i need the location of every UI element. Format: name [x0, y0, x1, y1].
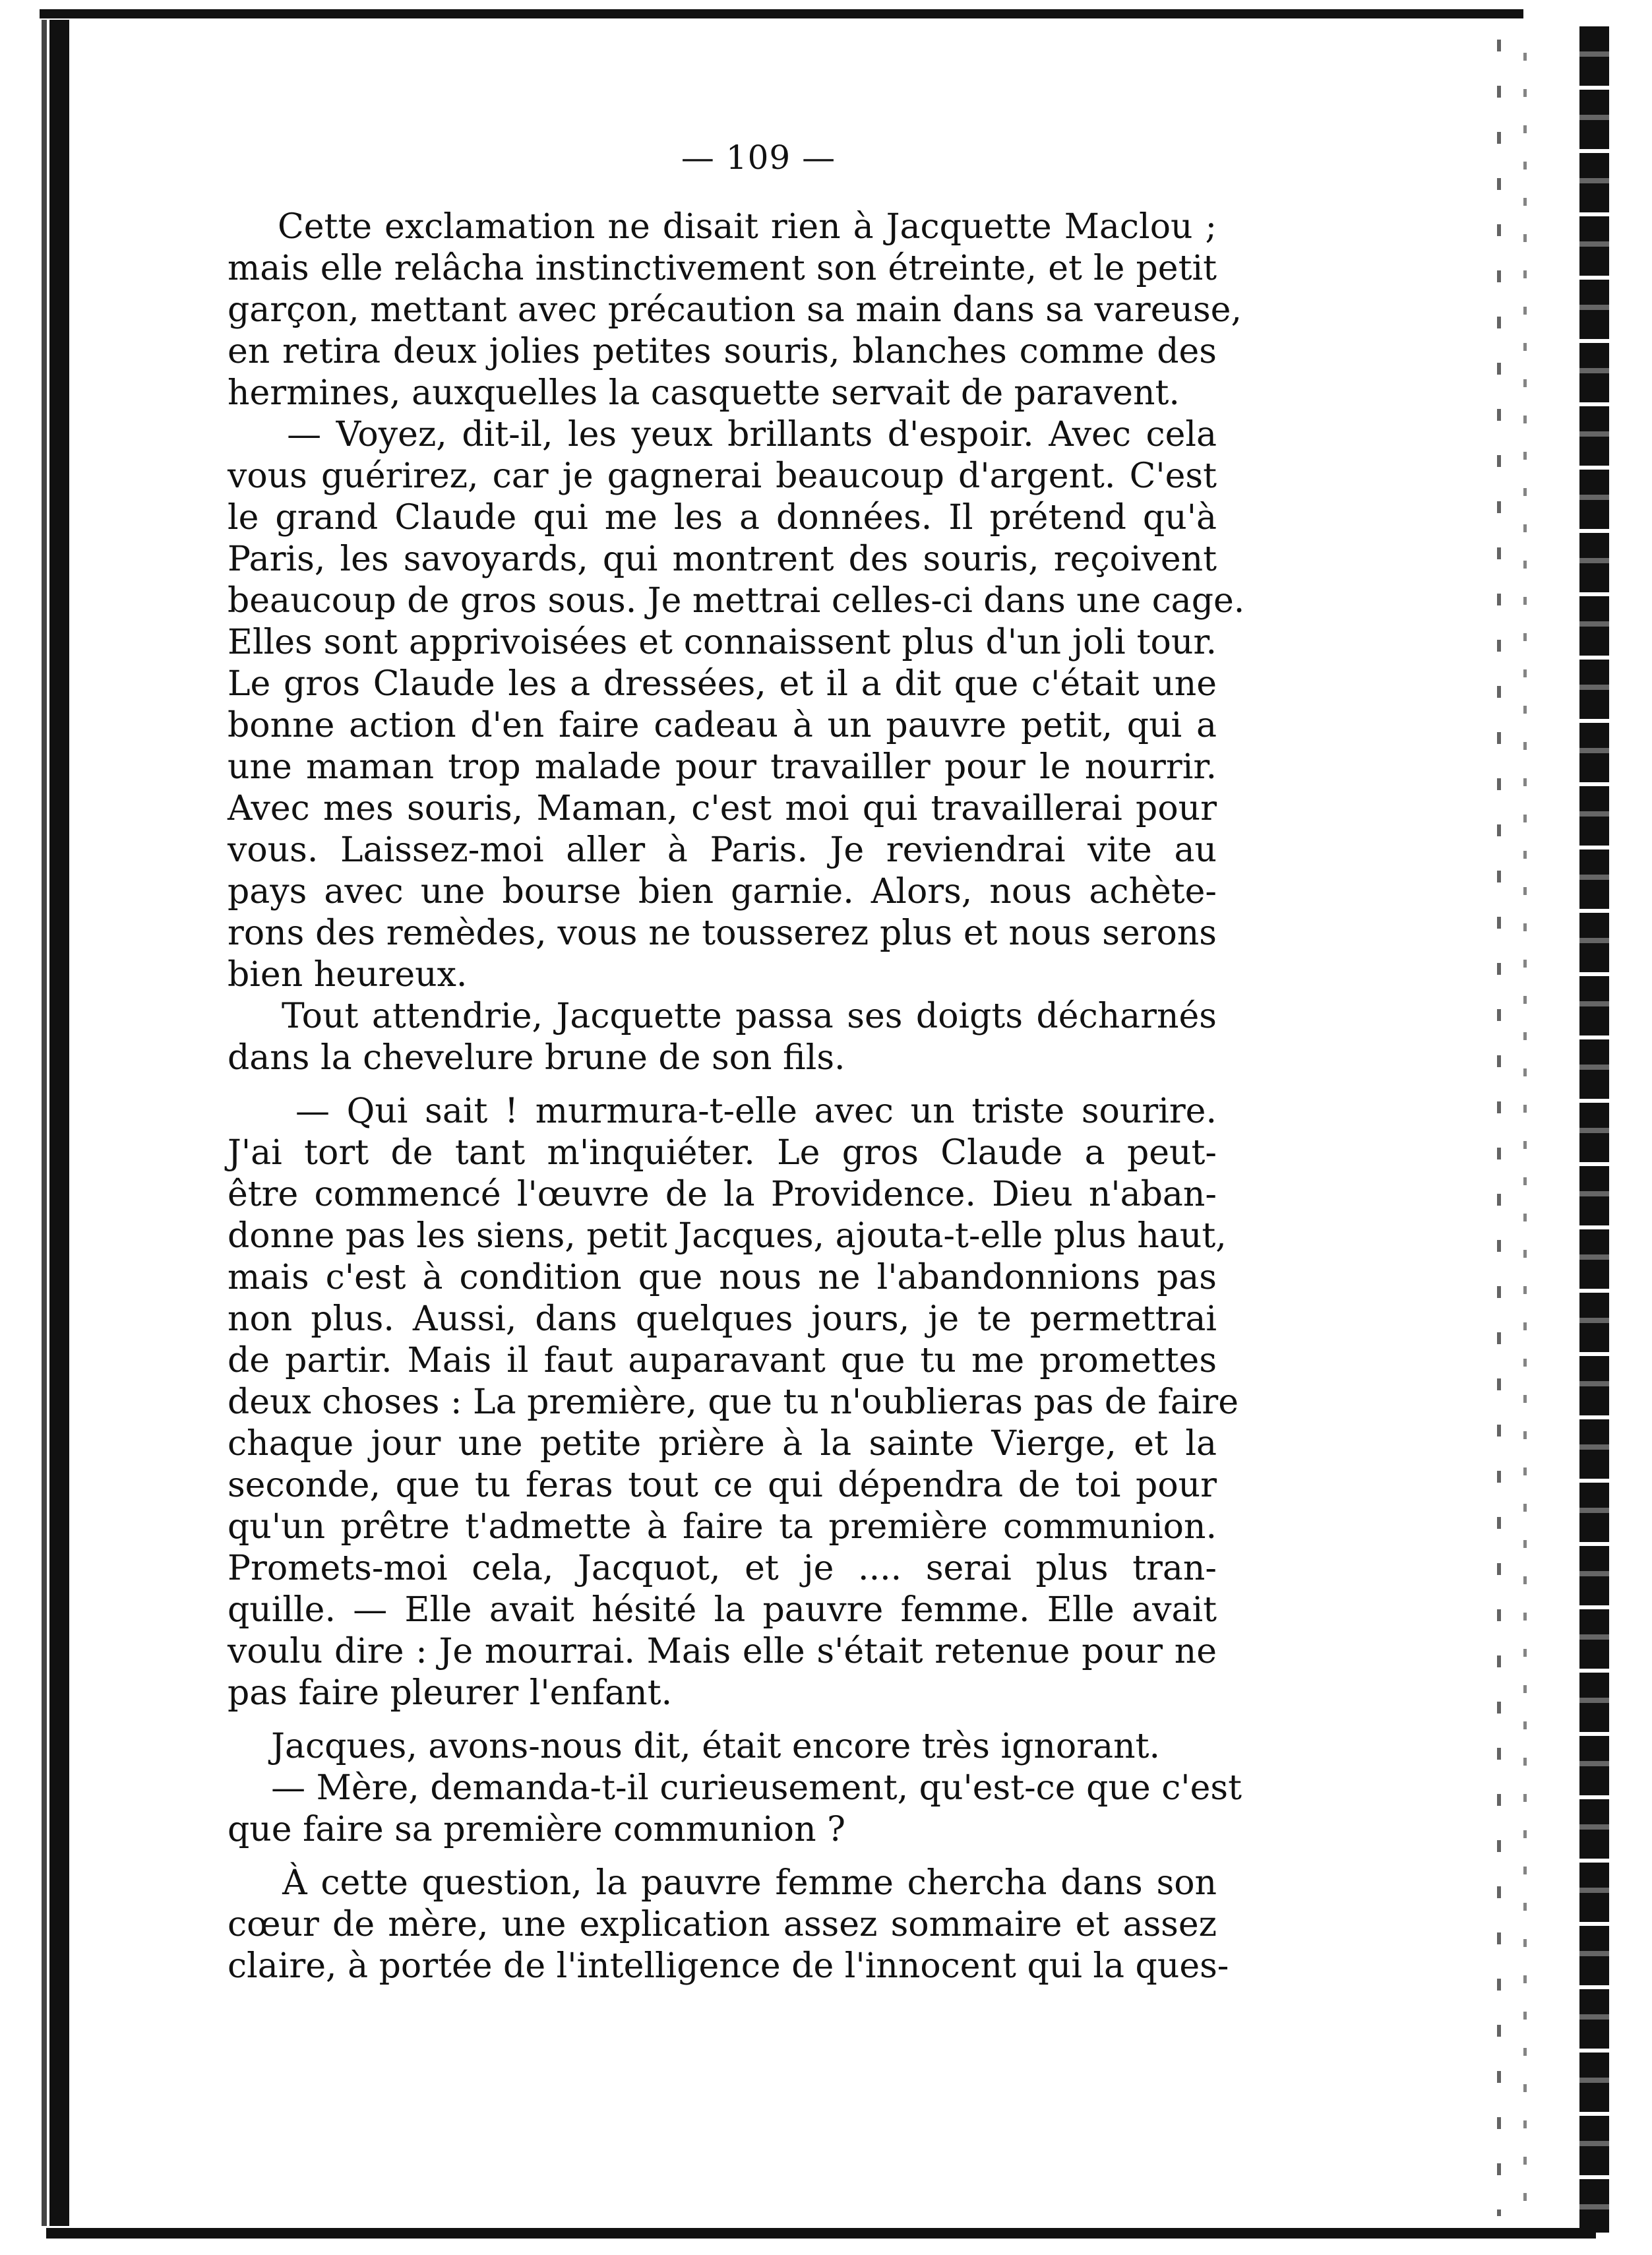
text-line: une maman trop malade pour travailler pour le nourrir. — [228, 747, 1217, 787]
scan-right-border — [1579, 26, 1609, 2233]
page-number: — 109 — — [681, 139, 836, 177]
scan-top-border — [40, 9, 1523, 18]
scan-bottom-border — [46, 2228, 1596, 2239]
text-line: beaucoup de gros sous. Je mettrai celles-ci dans une cage. — [228, 581, 1245, 621]
text-line: qu'un prêtre t'admette à faire ta première communion. — [228, 1507, 1217, 1547]
paragraph-gap — [228, 1714, 1217, 1726]
text-line: pas faire pleurer l'enfant. — [228, 1673, 673, 1713]
text-line: chaque jour une petite prière à la sainte Vierge, et la — [228, 1424, 1217, 1464]
text-line: Jacques, avons-nous dit, était encore très ignorant. — [228, 1727, 1161, 1766]
text-line: claire, à portée de l'intelligence de l'innocent qui la ques- — [228, 1946, 1229, 1986]
text-line: mais c'est à condition que nous ne l'abandonnions pas — [228, 1258, 1217, 1297]
text-line: bien heureux. — [228, 955, 468, 995]
text-line: Le gros Claude les a dressées, et il a dit que c'était une — [228, 664, 1217, 704]
scan-left-border — [49, 20, 69, 2226]
paragraph — [228, 996, 1217, 1079]
text-line: — Qui sait ! murmura-t-elle avec un triste sourire. — [228, 1092, 1217, 1131]
paragraph-gap — [228, 1851, 1217, 1863]
text-line: être commencé l'œuvre de la Providence. Dieu n'aban- — [228, 1175, 1217, 1214]
text-line: dans la chevelure brune de son fils. — [228, 1038, 845, 1078]
scan-right-shadow-secondary — [1523, 53, 1527, 2216]
text-line: rons des remèdes, vous ne tousserez plus et nous serons — [228, 913, 1217, 953]
text-line: À cette question, la pauvre femme chercha dans son — [228, 1863, 1217, 1903]
text-line: garçon, mettant avec précaution sa main dans sa vareuse, — [228, 290, 1242, 330]
text-line: le grand Claude qui me les a données. Il prétend qu'à — [228, 498, 1217, 538]
text-line: quille. — Elle avait hésité la pauvre femme. Elle avait — [228, 1590, 1217, 1630]
text-line: Promets-moi cela, Jacquot, et je .... serai plus tran- — [228, 1549, 1217, 1588]
text-line: seconde, que tu feras tout ce qui dépendra de toi pour — [228, 1466, 1217, 1505]
paragraph — [228, 1091, 1239, 1714]
text-line: bonne action d'en faire cadeau à un pauvre petit, qui a — [228, 706, 1217, 745]
text-line: — Voyez, dit-il, les yeux brillants d'espoir. Avec cela — [228, 415, 1217, 454]
text-line: que faire sa première communion ? — [228, 1810, 845, 1849]
paragraph — [228, 1726, 1217, 1768]
text-line: — Mère, demanda-t-il curieusement, qu'est-ce que c'est — [228, 1768, 1242, 1808]
text-line: Elles sont apprivoisées et connaissent plus d'un joli tour. — [228, 623, 1217, 662]
body-text — [228, 206, 1245, 1987]
scan-right-shadow — [1497, 40, 1501, 2216]
paragraph — [228, 1768, 1242, 1851]
text-line: hermines, auxquelles la casquette servait de paravent. — [228, 373, 1180, 413]
text-line: de partir. Mais il faut auparavant que tu me promettes — [228, 1341, 1217, 1380]
text-line: vous. Laissez-moi aller à Paris. Je reviendrai vite au — [228, 830, 1217, 870]
text-line: deux choses : La première, que tu n'oublieras pas de faire — [228, 1382, 1239, 1422]
text-line: voulu dire : Je mourrai. Mais elle s'était retenue pour ne — [228, 1632, 1217, 1671]
paragraph — [228, 1863, 1229, 1987]
text-line: non plus. Aussi, dans quelques jours, je te permettrai — [228, 1299, 1217, 1339]
text-line: Paris, les savoyards, qui montrent des souris, reçoivent — [228, 540, 1217, 579]
paragraph-gap — [228, 1079, 1217, 1091]
text-line: mais elle relâcha instinctivement son étreinte, et le petit — [228, 249, 1217, 288]
text-line: J'ai tort de tant m'inquiéter. Le gros Claude a peut- — [228, 1133, 1217, 1173]
paragraph — [228, 206, 1242, 414]
text-line: Tout attendrie, Jacquette passa ses doigts décharnés — [228, 997, 1217, 1036]
text-line: en retira deux jolies petites souris, blanches comme des — [228, 332, 1217, 371]
text-line: Avec mes souris, Maman, c'est moi qui travaillerai pour — [228, 789, 1217, 828]
text-line: pays avec une bourse bien garnie. Alors, nous achète- — [228, 872, 1217, 911]
paragraph — [228, 414, 1245, 996]
text-line: cœur de mère, une explication assez sommaire et assez — [228, 1905, 1217, 1944]
text-line: Cette exclamation ne disait rien à Jacquette Maclou ; — [228, 207, 1217, 247]
text-line: vous guérirez, car je gagnerai beaucoup d'argent. C'est — [228, 456, 1217, 496]
text-line: donne pas les siens, petit Jacques, ajouta-t-elle plus haut, — [228, 1216, 1227, 1256]
